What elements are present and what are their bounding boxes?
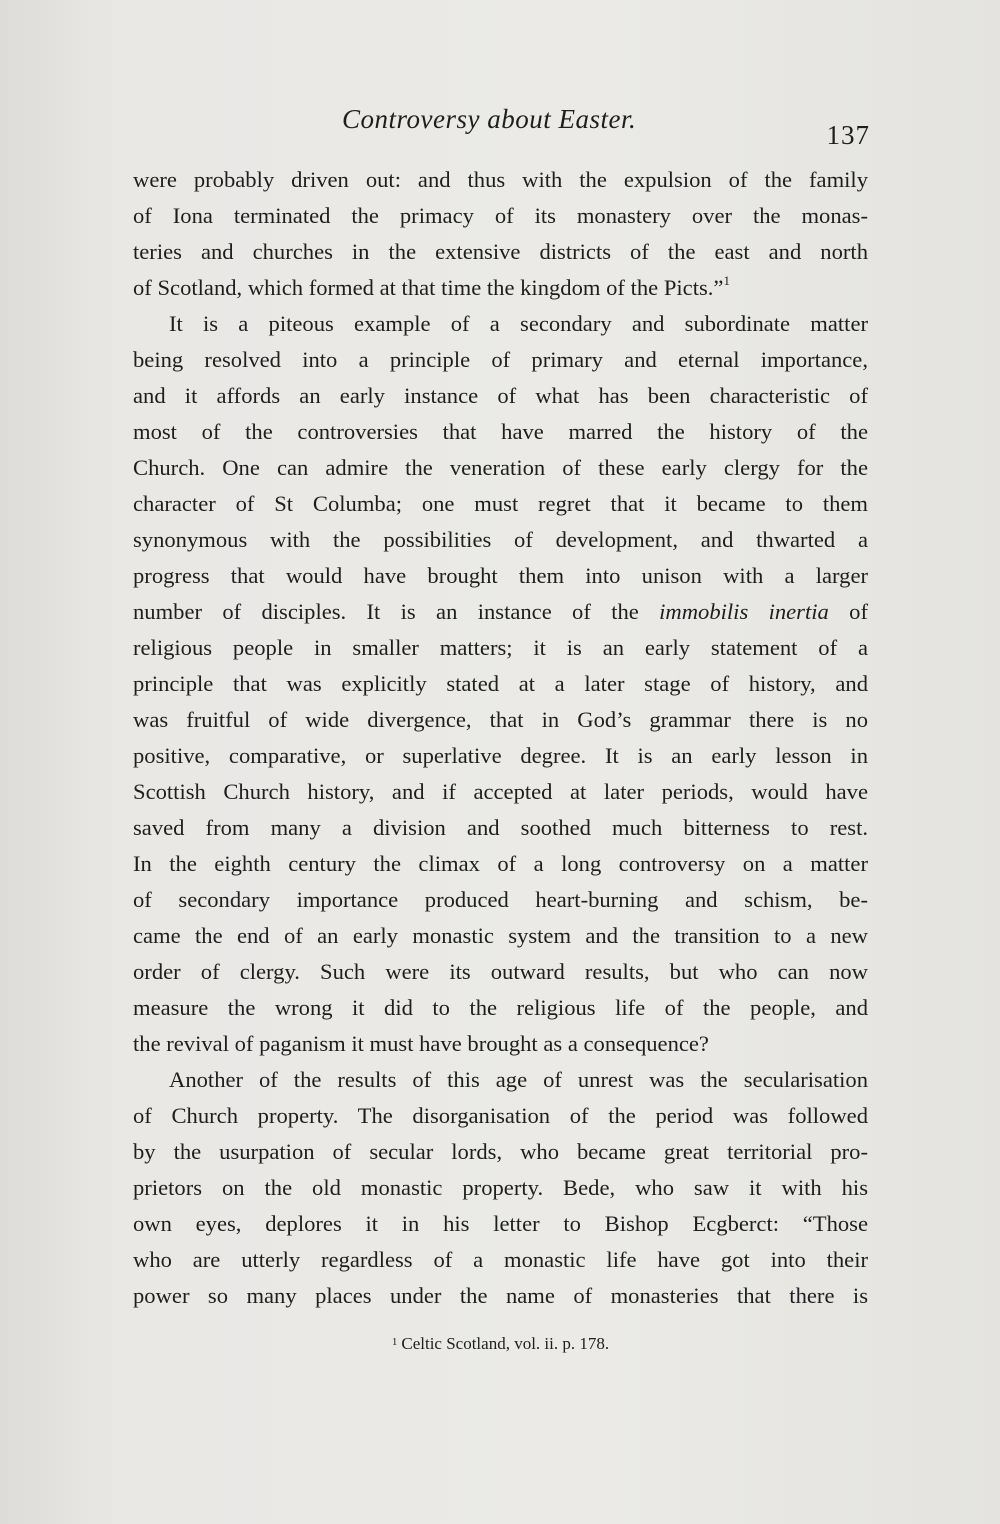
text-line: most of the controversies that have marred the history of the xyxy=(133,419,868,444)
text-line: Scottish Church history, and if accepted at later periods, would have xyxy=(133,779,868,804)
text-line: order of clergy. Such were its outward results, but who can now xyxy=(133,959,868,984)
text-line: of secondary importance produced heart-burning and schism, be- xyxy=(133,887,868,912)
text-line: who are utterly regardless of a monastic life have got into their xyxy=(133,1247,868,1272)
italic-phrase: immobilis inertia xyxy=(659,599,829,624)
text-line: the revival of paganism it must have brought as a consequence? xyxy=(133,1031,709,1056)
text-line: of Church property. The disorganisation of the period was followed xyxy=(133,1103,868,1128)
text-line xyxy=(133,594,868,630)
text-line: religious people in smaller matters; it is an early statement of a xyxy=(133,635,868,660)
running-head xyxy=(130,100,870,150)
text-line: synonymous with the possibilities of development, and thwarted a xyxy=(133,527,868,552)
text-line: prietors on the old monastic property. Bede, who saw it with his xyxy=(133,1175,868,1200)
text-line: own eyes, deplores it in his letter to Bishop Ecgberct: “Those xyxy=(133,1211,868,1236)
text-line: by the usurpation of secular lords, who became great territorial pro- xyxy=(133,1139,868,1164)
text-line: principle that was explicitly stated at a later stage of history, and xyxy=(133,671,868,696)
paragraph-start-line: Another of the results of this age of unrest was the secularisation xyxy=(169,1067,868,1092)
footnote-text: Celtic Scotland, vol. ii. p. 178. xyxy=(401,1334,610,1353)
text-line-content: number of disciples. It is an instance of the xyxy=(133,599,639,624)
text-line: teries and churches in the extensive districts of the east and north xyxy=(133,239,868,264)
text-line: was fruitful of wide divergence, that in God’s grammar there is no xyxy=(133,707,868,732)
text-line-tail: of xyxy=(828,599,868,624)
text-line-content: of Scotland, which formed at that time the kingdom of the Picts.” xyxy=(133,275,724,300)
footnote xyxy=(133,1334,868,1354)
text-line: were probably driven out: and thus with the expulsion of the family xyxy=(133,167,868,192)
running-title: Controversy about Easter. xyxy=(342,104,637,134)
text-line: being resolved into a principle of primary and eternal importance, xyxy=(133,347,868,372)
text-line: Church. One can admire the veneration of these early clergy for the xyxy=(133,455,868,480)
text-line: positive, comparative, or superlative degree. It is an early lesson in xyxy=(133,743,868,768)
footnote-marker: 1 xyxy=(391,1336,398,1348)
text-line: and it affords an early instance of what has been characteristic of xyxy=(133,383,868,408)
text-line: of Iona terminated the primacy of its monastery over the monas- xyxy=(133,203,868,228)
text-line: measure the wrong it did to the religious life of the people, and xyxy=(133,995,868,1020)
text-line: progress that would have brought them into unison with a larger xyxy=(133,563,868,588)
text-line: In the eighth century the climax of a long controversy on a matter xyxy=(133,851,868,876)
text-line: power so many places under the name of monasteries that there is xyxy=(133,1283,868,1308)
body-text xyxy=(133,162,868,1314)
text-line xyxy=(133,270,868,306)
paragraph-start-line: It is a piteous example of a secondary and subordinate matter xyxy=(169,311,868,336)
text-line: saved from many a division and soothed much bitterness to rest. xyxy=(133,815,868,840)
text-line: character of St Columba; one must regret that it became to them xyxy=(133,491,868,516)
footnote-reference: 1 xyxy=(723,273,730,288)
text-line: came the end of an early monastic system and the transition to a new xyxy=(133,923,868,948)
page-number: 137 xyxy=(826,120,870,150)
